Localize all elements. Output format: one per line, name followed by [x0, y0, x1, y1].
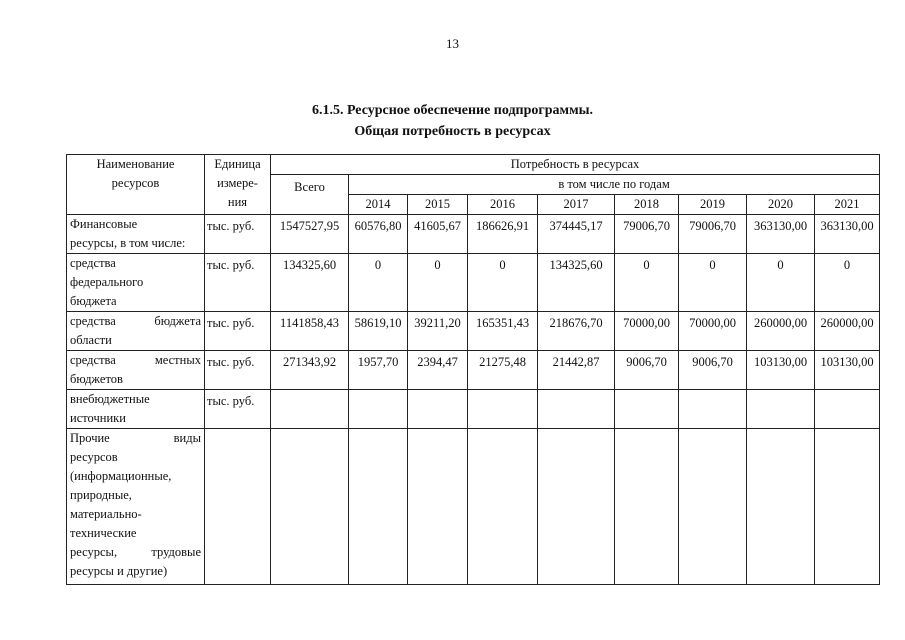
- resource-name-line: бюджета: [70, 294, 117, 308]
- year-value-cell: [615, 429, 679, 585]
- year-value-cell: 103130,00: [815, 351, 880, 390]
- year-value-cell: 0: [408, 254, 468, 312]
- page-number: 13: [446, 36, 459, 51]
- year-value-cell: [747, 390, 815, 429]
- resource-name-line: средства местных: [70, 353, 201, 367]
- unit-cell: тыс. руб.: [205, 215, 271, 254]
- resource-name-line: Финансовые: [70, 217, 138, 231]
- header-by-years: в том числе по годам: [349, 175, 880, 195]
- year-value-cell: 0: [815, 254, 880, 312]
- year-value-cell: 363130,00: [815, 215, 880, 254]
- year-value-cell: 70000,00: [679, 312, 747, 351]
- total-cell: 134325,60: [271, 254, 349, 312]
- header-need: Потребность в ресурсах: [271, 155, 880, 175]
- year-value-cell: 374445,17: [538, 215, 615, 254]
- year-value-cell: [468, 429, 538, 585]
- resource-name-line: средства: [70, 256, 116, 270]
- section-title-line2: Общая потребность в ресурсах: [354, 124, 551, 139]
- header-name-line1: Наименование: [96, 157, 175, 171]
- unit-cell: тыс. руб.: [205, 390, 271, 429]
- resource-name-line: природные,: [70, 488, 132, 502]
- year-value-cell: 39211,20: [408, 312, 468, 351]
- total-cell: 271343,92: [271, 351, 349, 390]
- year-value-cell: 21275,48: [468, 351, 538, 390]
- year-value-cell: 2394,47: [408, 351, 468, 390]
- year-value-cell: 41605,67: [408, 215, 468, 254]
- year-value-cell: 260000,00: [747, 312, 815, 351]
- header-total: Всего: [271, 175, 349, 215]
- resource-name-line: (информационные,: [70, 469, 172, 483]
- resource-name-line: материально-: [70, 507, 142, 521]
- header-year: 2016: [468, 195, 538, 215]
- resource-name: [67, 429, 205, 585]
- year-value-cell: 1957,70: [349, 351, 408, 390]
- resource-name-line: технические: [70, 526, 137, 540]
- year-value-cell: 70000,00: [615, 312, 679, 351]
- year-value-cell: [538, 390, 615, 429]
- total-cell: 1141858,43: [271, 312, 349, 351]
- header-year: 2014: [349, 195, 408, 215]
- resource-name: [67, 215, 205, 254]
- resource-name: [67, 312, 205, 351]
- year-value-cell: [468, 390, 538, 429]
- year-value-cell: 218676,70: [538, 312, 615, 351]
- resource-name-line: федерального: [70, 275, 144, 289]
- header-name-line2: ресурсов: [111, 176, 160, 190]
- header-unit-line3: ния: [227, 195, 248, 209]
- table-row: [67, 390, 880, 429]
- year-value-cell: 260000,00: [815, 312, 880, 351]
- year-value-cell: 103130,00: [747, 351, 815, 390]
- year-value-cell: [408, 429, 468, 585]
- table-row: [67, 254, 880, 312]
- year-value-cell: 0: [349, 254, 408, 312]
- year-value-cell: [679, 429, 747, 585]
- year-value-cell: [538, 429, 615, 585]
- year-value-cell: 165351,43: [468, 312, 538, 351]
- section-title-line1: 6.1.5. Ресурсное обеспечение подпрограммы.: [311, 103, 594, 118]
- year-value-cell: 0: [615, 254, 679, 312]
- year-value-cell: 0: [747, 254, 815, 312]
- header-year: 2017: [538, 195, 615, 215]
- year-value-cell: 60576,80: [349, 215, 408, 254]
- resource-name-line: бюджетов: [70, 372, 123, 386]
- header-unit-line1: Единица: [214, 157, 261, 171]
- table-row: [67, 312, 880, 351]
- unit-cell: тыс. руб.: [205, 312, 271, 351]
- section-title: [0, 100, 905, 142]
- year-value-cell: [815, 429, 880, 585]
- year-value-cell: 21442,87: [538, 351, 615, 390]
- table-row: [67, 351, 880, 390]
- header-year: 2019: [679, 195, 747, 215]
- year-value-cell: [747, 429, 815, 585]
- unit-cell: [205, 429, 271, 585]
- total-cell: [271, 429, 349, 585]
- resources-table: [66, 154, 880, 585]
- year-value-cell: [815, 390, 880, 429]
- resource-name-line: внебюджетные: [70, 392, 150, 406]
- year-value-cell: [349, 429, 408, 585]
- resource-name-line: ресурсы, в том числе:: [70, 236, 186, 250]
- header-unit-line2: измере-: [217, 176, 258, 190]
- year-value-cell: 9006,70: [679, 351, 747, 390]
- unit-cell: тыс. руб.: [205, 254, 271, 312]
- header-year: 2015: [408, 195, 468, 215]
- year-value-cell: 58619,10: [349, 312, 408, 351]
- year-value-cell: [679, 390, 747, 429]
- header-name: [67, 155, 205, 215]
- resource-name-line: источники: [70, 411, 126, 425]
- total-cell: 1547527,95: [271, 215, 349, 254]
- year-value-cell: 134325,60: [538, 254, 615, 312]
- year-value-cell: 186626,91: [468, 215, 538, 254]
- resource-name-line: ресурсов: [70, 450, 118, 464]
- resource-name-line: ресурсы, трудовые: [70, 545, 201, 559]
- resource-name-line: Прочие виды: [70, 431, 201, 445]
- table-row: [67, 429, 880, 585]
- year-value-cell: 0: [679, 254, 747, 312]
- year-value-cell: [615, 390, 679, 429]
- header-year: 2021: [815, 195, 880, 215]
- resource-name: [67, 390, 205, 429]
- total-cell: [271, 390, 349, 429]
- resource-name: [67, 351, 205, 390]
- unit-cell: тыс. руб.: [205, 351, 271, 390]
- year-value-cell: 9006,70: [615, 351, 679, 390]
- year-value-cell: [408, 390, 468, 429]
- header-year: 2018: [615, 195, 679, 215]
- year-value-cell: 363130,00: [747, 215, 815, 254]
- year-value-cell: 79006,70: [615, 215, 679, 254]
- resource-name-line: средства бюджета: [70, 314, 201, 328]
- header-year: 2020: [747, 195, 815, 215]
- resource-name-line: ресурсы и другие): [70, 564, 168, 578]
- year-value-cell: [349, 390, 408, 429]
- resource-name-line: области: [70, 333, 112, 347]
- table-row: [67, 215, 880, 254]
- year-value-cell: 79006,70: [679, 215, 747, 254]
- header-unit: [205, 155, 271, 215]
- year-value-cell: 0: [468, 254, 538, 312]
- resource-name: [67, 254, 205, 312]
